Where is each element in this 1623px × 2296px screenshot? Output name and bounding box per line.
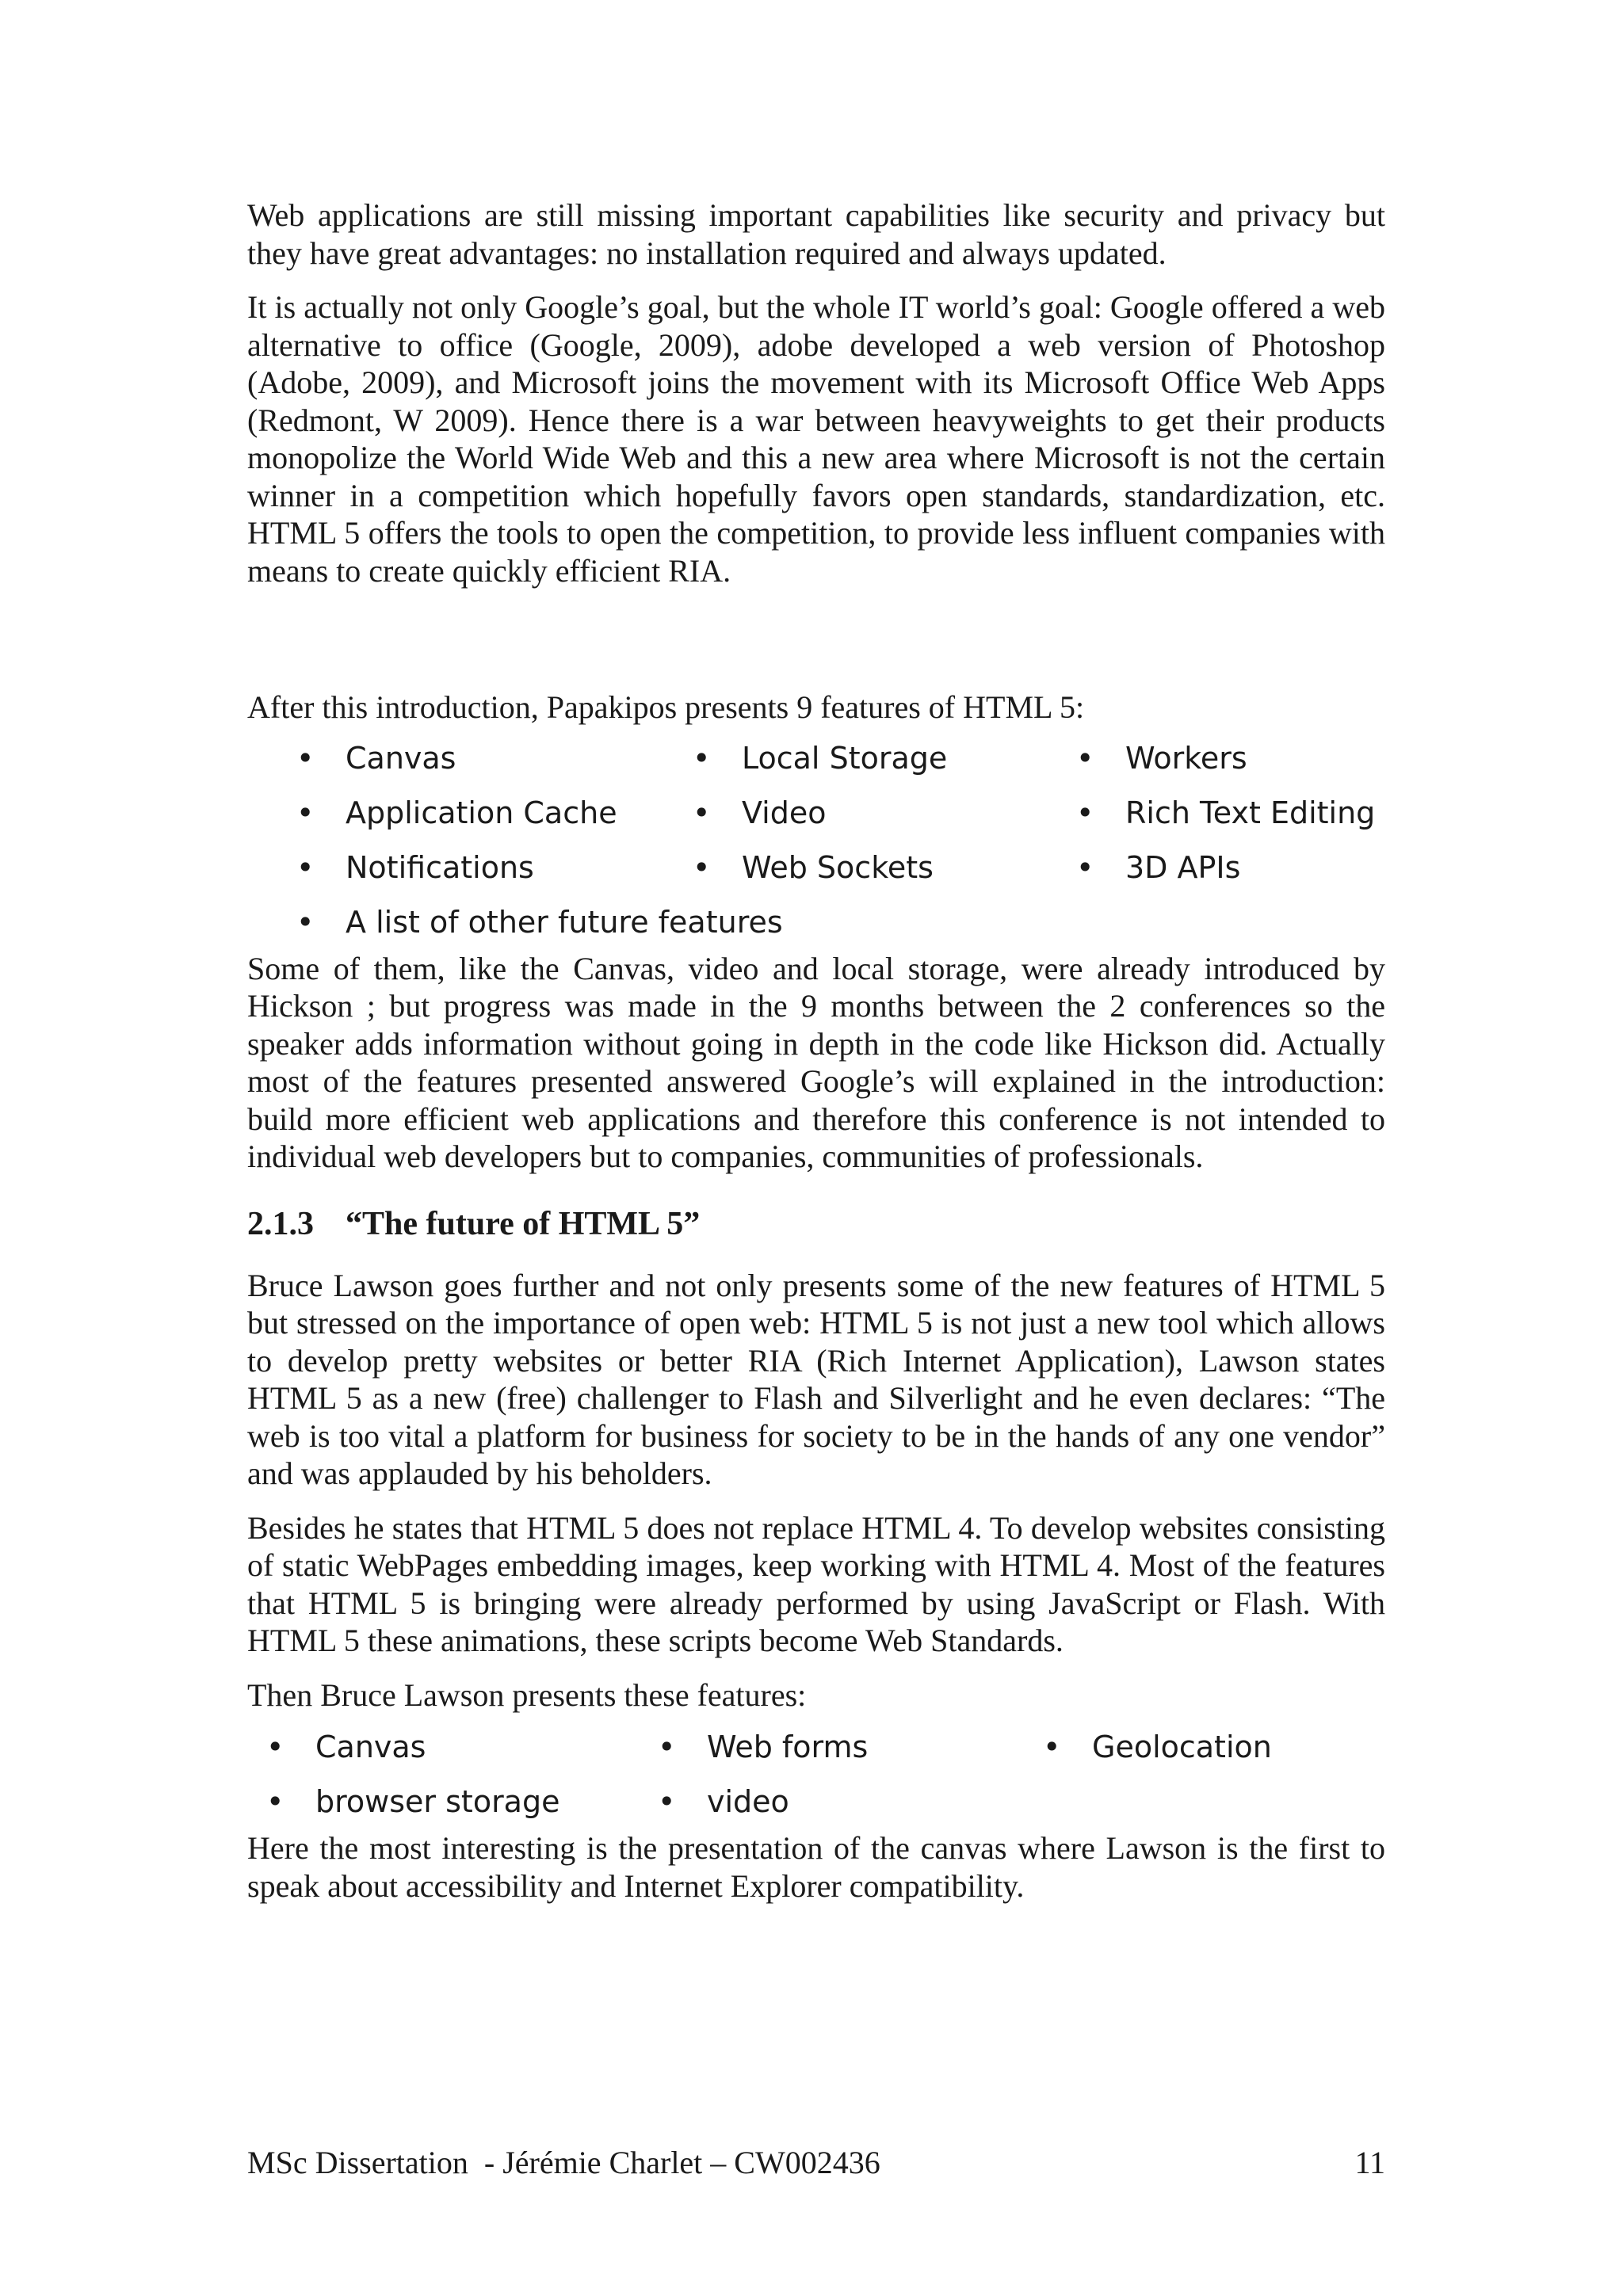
list-item: • Rich Text Editing [1027, 786, 1385, 841]
footer-author: MSc Dissertation - Jérémie Charlet – CW002436 [247, 2145, 880, 2180]
paragraph-lawson-features-intro: Then Bruce Lawson presents these features: [247, 1676, 807, 1713]
bullet-icon: • [658, 1730, 676, 1764]
list-item: • Application Cache [247, 786, 643, 841]
page-footer [247, 2144, 1385, 2181]
papakipos-features-list [247, 731, 1385, 950]
paragraph-html4: Besides he states that HTML 5 does not replace HTML 4. To develop websites consisting of static WebPages embedding images, keep working with HTML 4. Most of the features that HTML 5 is bringing were already performed by using JavaScript or Flash. With HTML 5 these animations, these scripts become Web Standards. [247, 1509, 1385, 1658]
list-item: • Video [643, 786, 1027, 841]
paragraph-papakipos-intro: After this introduction, Papakipos presents 9 features of HTML 5: [247, 689, 1085, 725]
list-item: • Local Storage [643, 731, 1027, 786]
list-item: • 3D APIs [1027, 841, 1385, 895]
list-item: • Geolocation [1024, 1720, 1385, 1775]
list-item: • Canvas [247, 731, 643, 786]
bullet-icon: • [1076, 849, 1094, 885]
section-title: “The future of HTML 5” [346, 1205, 701, 1242]
bullet-icon: • [1076, 740, 1094, 776]
bullet-icon: • [1076, 795, 1094, 830]
paragraph-bruce-lawson: Bruce Lawson goes further and not only presents some of the new features of HTML 5 but stressed on the importance of open web: HTML 5 is not just a new tool which allows to develop pretty websites or better RIA (Rich Internet Application), Lawson states HTML 5 as a new (free) challenger to Flash and Silverlight and he even declares: “The web is too vital a platform for business for society to be in the hands of any one vendor” and was applauded by his beholders. [247, 1267, 1385, 1491]
paragraph-web-apps: Web applications are still missing important capabilities like security and privacy but they have great advantages: no installation required and always updated. [247, 197, 1385, 271]
lawson-features-list [247, 1720, 1385, 1829]
paragraph-hickson-comparison: Some of them, like the Canvas, video and local storage, were already introduced by Hickson ; but progress was made in the 9 months between the 2 conferences so the speaker adds information without going in depth in the code like Hickson did. Actually most of the features presented answered Google’s will explained in the introduction: build more efficient web applications and therefore this conference is not intended to individual web developers but to companies, communities of professionals. [247, 950, 1385, 1174]
list-item: • Web Sockets [643, 841, 1027, 895]
bullet-icon: • [658, 1784, 676, 1819]
list-item: • A list of other future features [247, 895, 1385, 950]
bullet-icon: • [296, 795, 315, 830]
bullet-icon: • [296, 740, 315, 776]
list-item: • Workers [1027, 731, 1385, 786]
section-number: 2.1.3 [247, 1205, 314, 1242]
paragraph-it-world-goal: It is actually not only Google’s goal, but the whole IT world’s goal: Google offered a web alternative to office (Google, 2009), adobe developed a web version of Photoshop (Adobe, 2009), and Microsoft joins the movement with its Microsoft Office Web Apps (Redmont, W 2009). Hence there is a war between heavyweights to get their products monopolize the World Wide Web and this a new area where Microsoft is not the certain winner in a competition which hopefully favors open standards, standardization, etc. HTML 5 offers the tools to open the competition, to provide less influent companies with means to create quickly efficient RIA. [247, 289, 1385, 589]
list-item: • browser storage [247, 1775, 639, 1829]
bullet-icon: • [693, 849, 711, 885]
list-item: • Notifications [247, 841, 643, 895]
bullet-icon: • [296, 904, 315, 940]
section-heading [247, 1204, 1385, 1244]
list-item: • Canvas [247, 1720, 639, 1775]
page-number: 11 [1354, 2145, 1385, 2180]
paragraph-canvas-accessibility: Here the most interesting is the presentation of the canvas where Lawson is the first to speak about accessibility and Internet Explorer compatibility. [247, 1830, 1385, 1904]
bullet-icon: • [693, 740, 711, 776]
list-item: • Web forms [639, 1720, 1024, 1775]
bullet-icon: • [296, 849, 315, 885]
bullet-icon: • [693, 795, 711, 830]
bullet-icon: • [266, 1730, 285, 1764]
bullet-icon: • [1043, 1730, 1061, 1764]
page-content [247, 196, 1385, 1905]
list-item: • video [639, 1775, 1024, 1829]
bullet-icon: • [266, 1784, 285, 1819]
